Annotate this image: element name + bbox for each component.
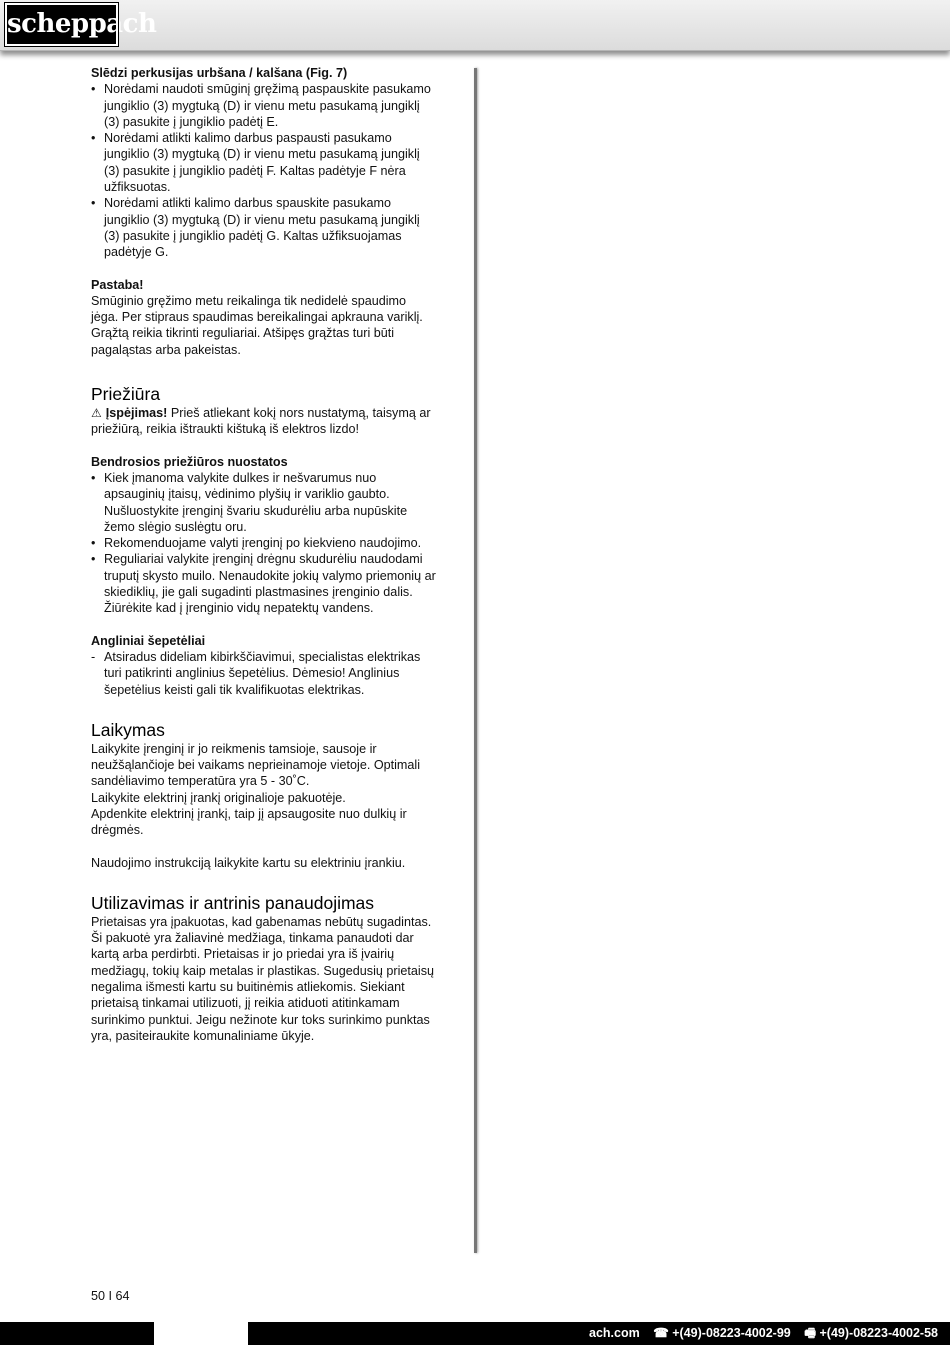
footer-fax: 🖷 +(49)-08223-4002-58 [804,1326,938,1340]
footer-bar-left [0,1322,154,1345]
general-maintenance-title: Bendrosios priežiūros nuostatos [91,454,288,469]
storage-text-1: Laikykite įrenginį ir jo reikmenis tamsioje, sausoje ir neužšąlančioje bei vaikams neprieinamoje vietoje. Optimali sandėliavimo temperatūra yra 5 - 30˚C. [91,741,421,789]
disposal-text: Prietaisas yra įpakuotas, kad gabenamas nebūtų sugadintas. Ši pakuotė yra žaliavinė medžiaga, tinkama panaudoti dar kartą arba perdirbti. Prietaisas ir jo priedai yra iš įvairių medžiagų, tokių kaip metalas ir plastikas. Sugedusių prietaisų negalima išmesti kartu su buitinėmis atliekomis. Siekiant prietaisą tinkamai utilizuoti, jį reikia atiduoti atitinkamam surinkimo punktui. Jeigu nežinote kur toks surinkimo punktas yra, pasiteiraukite komunaliniame ūkyje. [91,914,435,1043]
maintenance-warning [91,405,436,438]
storage-title: Laikymas [91,719,165,740]
maintenance-title: Priežiūra [91,384,161,405]
percussion-title: Slēdzi perkusijas urbšana / kalšana (Fig. 7) [91,66,348,80]
list-item: • Rekomenduojame valyti įrenginį po kiekvieno naudojimo. [91,535,436,551]
disposal-title: Utilizavimas ir antrinis panaudojimas [91,892,375,913]
storage-text-2: Laikykite elektrinį įrankį originalioje pakuotėje. [91,790,346,805]
footer-website: ach.com [589,1326,640,1340]
percussion-list [91,81,436,260]
footer-bar [248,1322,950,1345]
main-column [91,65,436,1044]
list-item: • Norėdami atlikti kalimo darbus spauskite pasukamo jungiklio (3) mygtuką (D) ir vienu metu pasukamą jungiklį (3) pasukite į jungiklio padėtį G. Kaltas užfiksuojamas padėtyje G. [91,195,436,260]
warning-icon: ⚠ [91,406,102,421]
storage-text-3: Apdenkite elektrinį įrankį, taip jį apsaugosite nuo dulkių ir drėgmės. [91,806,407,838]
list-item: • Reguliariai valykite įrenginį drėgnu skudurėliu naudodami truputį skysto muilo. Nenaudokite jokių valymo priemonių ar skiediklių, jie gali sugadinti plastmasines įrenginio dalis. Žiūrėkite kad į įrenginio vidų nepatektų vandens. [91,551,436,616]
header-bar [0,0,950,51]
list-item: • Norėdami naudoti smūginį gręžimą paspauskite pasukamo jungiklio (3) mygtuką (D) ir vienu metu pasukamą jungiklį (3) pasukite į jungiklio padėtį E. [91,81,436,130]
footer-phone: ☎ +(49)-08223-4002-99 [653,1326,791,1340]
list-item: • Kiek įmanoma valykite dulkes ir nešvarumus nuo apsauginių įtaisų, vėdinimo plyšių ir variklio gaubto. Nušluostykite įrenginį švariu skudurėliu arba nupūskite žemo slėgio suslėgtu oru. [91,470,436,535]
list-item: - Atsiradus dideliam kibirkščiavimui, specialistas elektrikas turi patikrinti anglinius šepetėlius. Dėmesio! Anglinius šepetėlius keisti gali tik kvalifikuotas elektrikas. [91,649,436,698]
page-number: 50 I 64 [91,1289,130,1303]
note-title: Pastaba! [91,277,144,292]
note-text: Smūginio gręžimo metu reikalinga tik nedidelė spaudimo jėga. Per stipraus spaudimas bereikalingai apkrauna variklį. Grąžtą reikia tikrinti reguliariai. Atšipęs grąžtas turi būti pagaląstas arba pakeistas. [91,293,423,357]
column-divider [474,68,477,1253]
scheppach-logo: scheppach [5,3,118,46]
storage-text-4: Naudojimo instrukciją laikykite kartu su elektriniu įrankiu. [91,855,406,870]
brushes-title: Angliniai šepetėliai [91,633,206,648]
warning-label: Įspėjimas! [105,406,168,421]
warning-text: Prieš atliekant kokį nors nustatymą, taisymą ar priežiūrą, reikia ištraukti kištuką iš elektros lizdo! [91,406,431,437]
general-maintenance-list [91,470,436,617]
brushes-list [91,649,436,698]
list-item: • Norėdami atlikti kalimo darbus paspausti pasukamo jungiklio (3) mygtuką (D) ir vienu metu pasukamą jungiklį (3) pasukite į jungiklio padėtį F. Kaltas padėtyje F nėra užfiksuotas. [91,130,436,195]
